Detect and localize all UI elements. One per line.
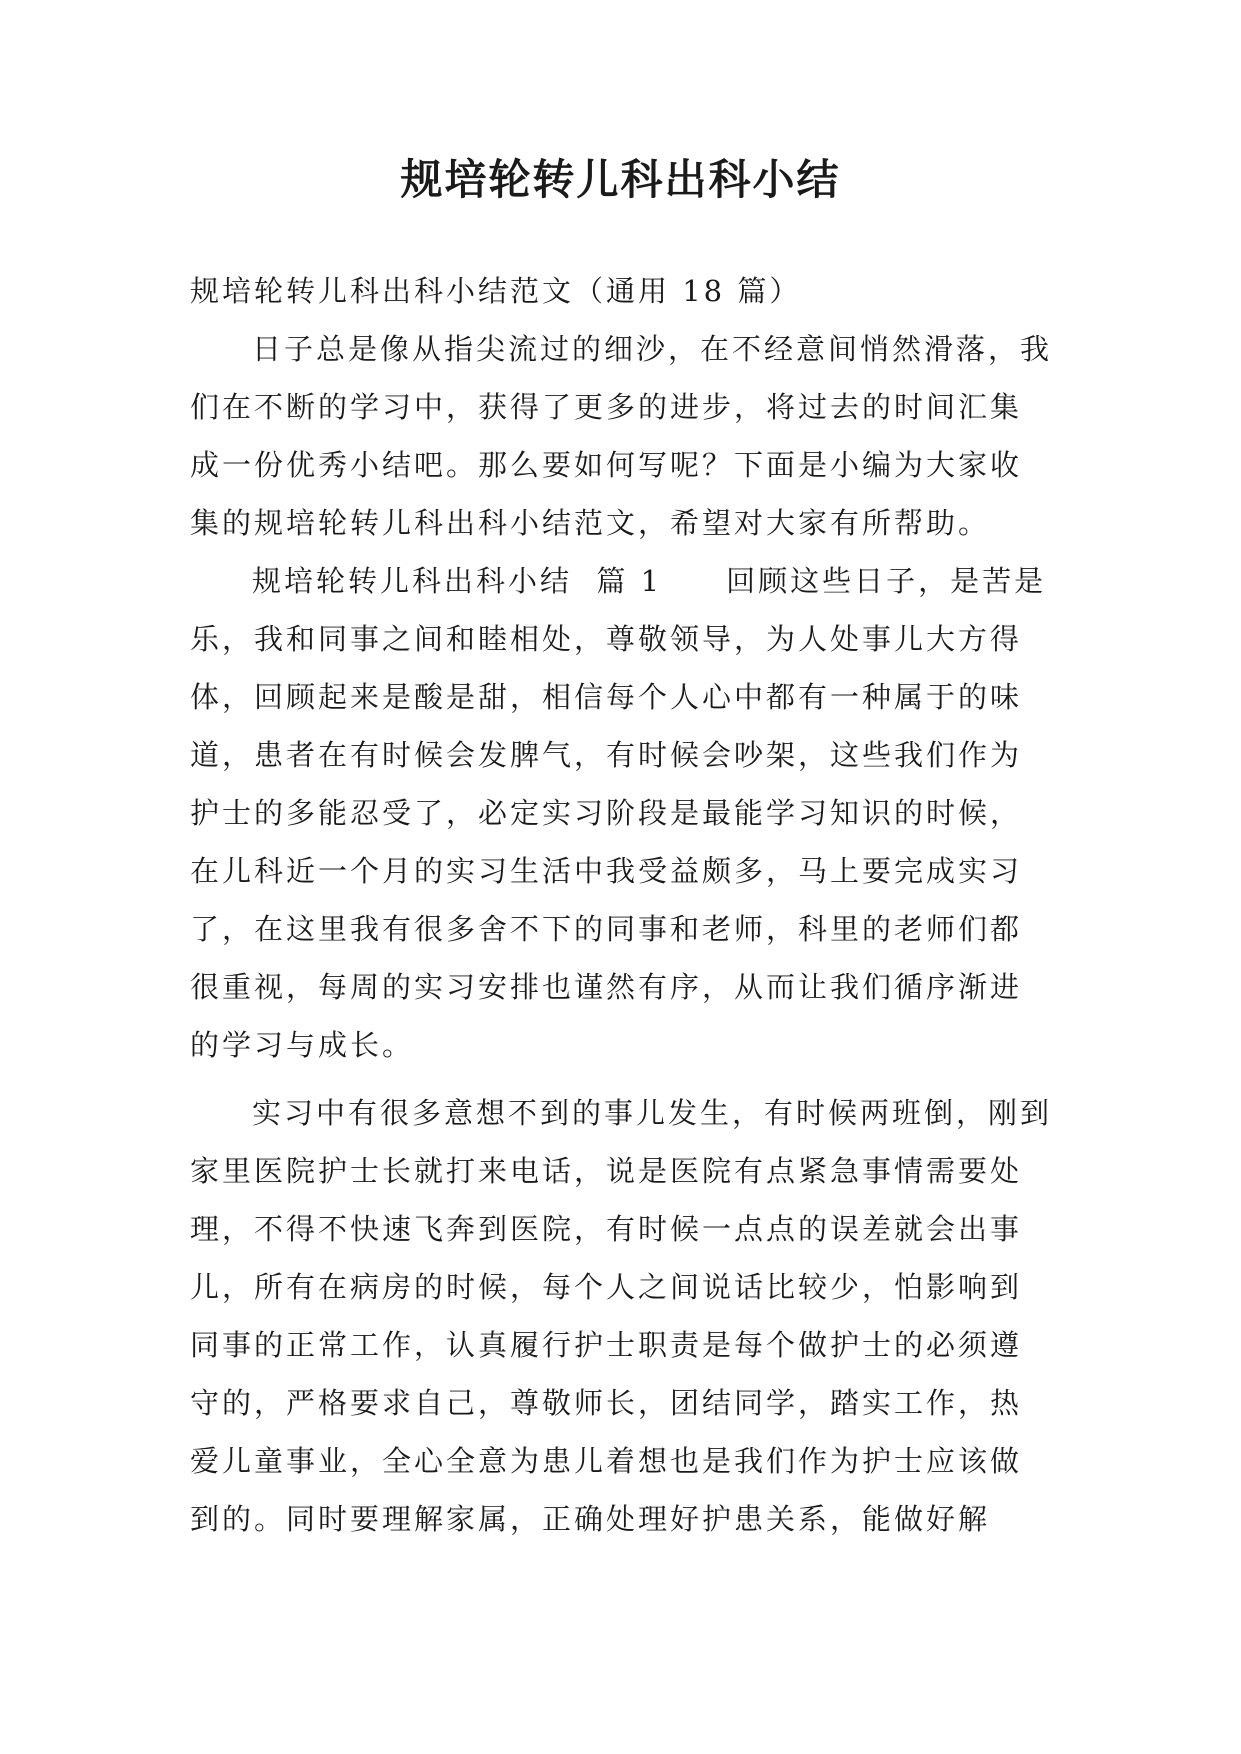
section-heading: 规培轮转儿科出科小结 篇 1 — [252, 564, 663, 598]
section-spacer — [662, 564, 726, 598]
document-body — [190, 262, 1052, 1548]
intro-paragraph: 日子总是像从指尖流过的细沙，在不经意间悄然滑落，我们在不断的学习中，获得了更多的进步，将过去的时间汇集成一份优秀小结吧。那么要如何写呢？下面是小编为大家收集的规培轮转儿科出科小结范文，希望对大家有所帮助。 — [190, 332, 1053, 540]
section-paragraph-1: 回顾这些日子，是苦是乐，我和同事之间和睦相处，尊敬领导，为人处事儿大方得体，回顾起来是酸是甜，相信每个人心中都有一种属于的味道，患者在有时候会发脾气，有时候会吵架，这些我们作为护士的多能忍受了，必定实习阶段是最能学习知识的时候，在儿科近一个月的实习生活中我受益颇多，马上要完成实习了，在这里我有很多舍不下的同事和老师，科里的老师们都很重视，每周的实习安排也谨然有序，从而让我们循序渐进的学习与成长。 — [190, 564, 1047, 1062]
document-subtitle: 规培轮转儿科出科小结范文（通用 18 篇） — [190, 274, 802, 308]
document-title: 规培轮转儿科出科小结 — [400, 155, 841, 204]
section-paragraph-2: 实习中有很多意想不到的事儿发生，有时候两班倒，刚到家里医院护士长就打来电话，说是医院有点紧急事情需要处理，不得不快速飞奔到医院，有时候一点点的误差就会出事儿，所有在病房的时候，每个人之间说话比较少，怕影响到同事的正常工作，认真履行护士职责是每个做护士的必须遵守的，严格要求自己，尊敬师长，团结同学，踏实工作，热爱儿童事业，全心全意为患儿着想也是我们作为护士应该做到的。同时要理解家属，正确处理好护患关系，能做好解 — [190, 1096, 1053, 1536]
section-1-paragraph — [190, 552, 1052, 1074]
